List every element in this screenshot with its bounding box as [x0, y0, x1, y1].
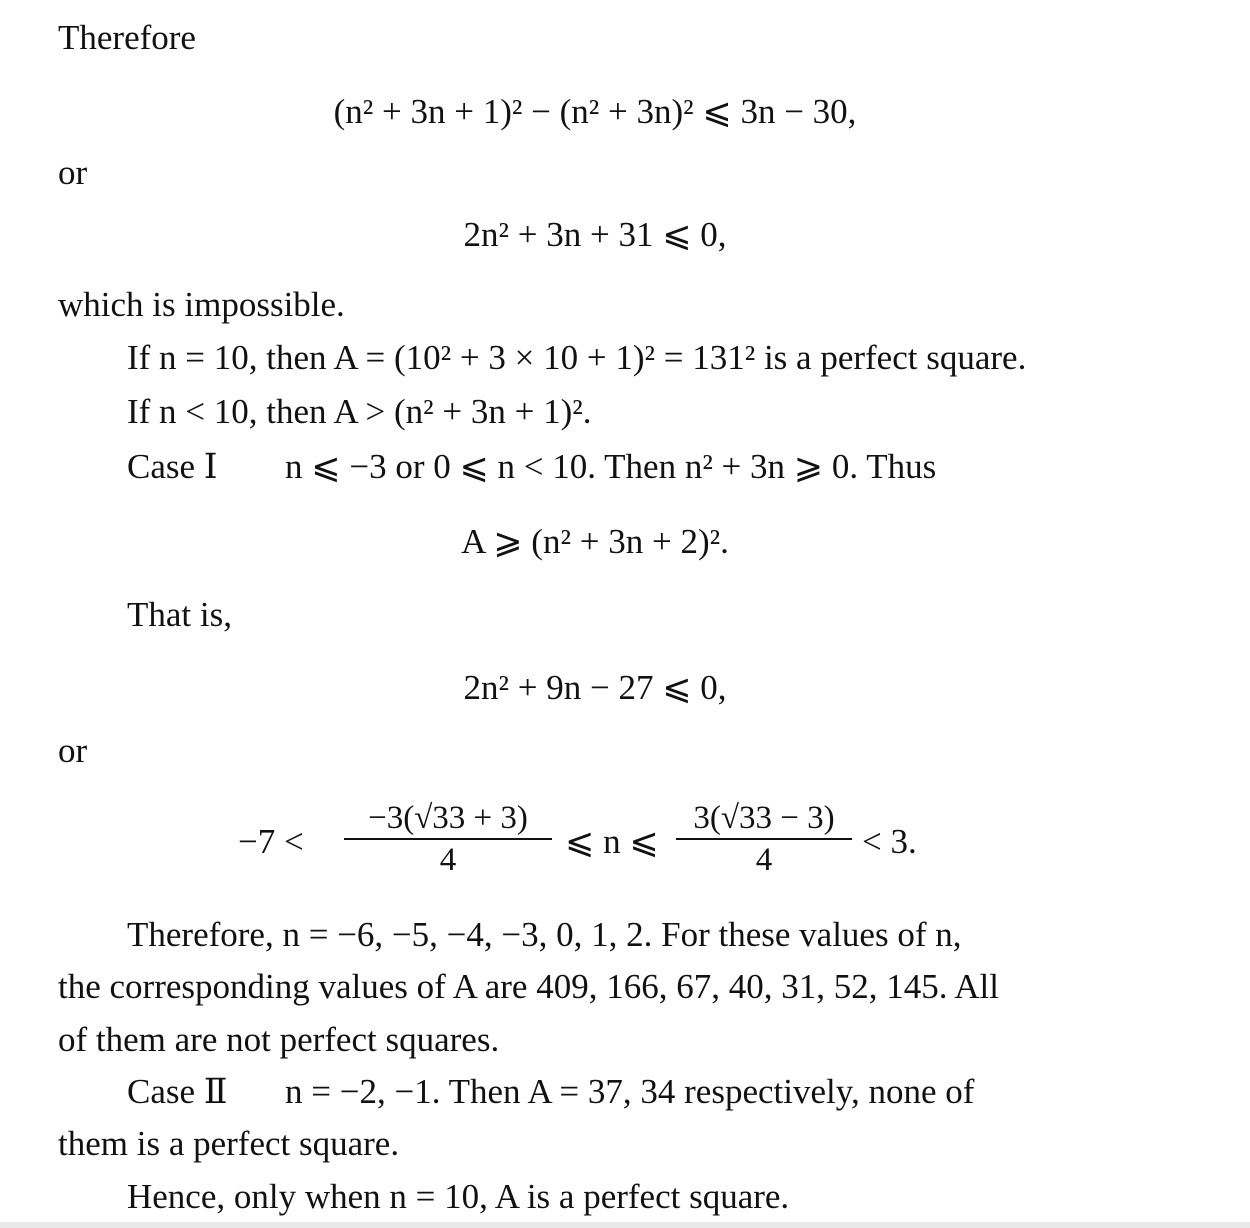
- text-line-therefore: Therefore: [58, 18, 196, 57]
- text-line-impossible: which is impossible.: [58, 285, 345, 324]
- equation-5-middle: ⩽ n ⩽: [565, 822, 659, 861]
- text-line-that-is: That is,: [127, 595, 232, 634]
- fraction-1-denominator: 4: [439, 842, 457, 878]
- text-line-therefore-values: Therefore, n = −6, −5, −4, −3, 0, 1, 2. For these values of n,: [127, 915, 962, 954]
- equation-3: A ⩾ (n² + 3n + 2)².: [461, 522, 729, 561]
- case-1-label: Case Ⅰ: [127, 447, 218, 486]
- equation-1: (n² + 3n + 1)² − (n² + 3n)² ⩽ 3n − 30,: [333, 92, 857, 131]
- text-line-or-1: or: [58, 153, 88, 192]
- text-line-if-n-less-10: If n < 10, then A > (n² + 3n + 1)².: [127, 392, 592, 431]
- text-line-corresponding-values: the corresponding values of A are 409, 166, 67, 40, 31, 52, 145. All: [58, 967, 999, 1006]
- case-1-text: n ⩽ −3 or 0 ⩽ n < 10. Then n² + 3n ⩾ 0. Thus: [285, 447, 937, 486]
- page-bottom-edge: [0, 1222, 1250, 1228]
- text-line-none-perfect: them is a perfect square.: [58, 1124, 400, 1163]
- text-line-conclusion: Hence, only when n = 10, A is a perfect square.: [127, 1177, 790, 1216]
- equation-5-fraction-1: [344, 800, 552, 878]
- fraction-1-numerator: −3(√33 + 3): [344, 800, 552, 840]
- text-line-not-perfect: of them are not perfect squares.: [58, 1020, 500, 1059]
- fraction-2-numerator: 3(√33 − 3): [676, 800, 852, 840]
- equation-5-right: < 3.: [862, 822, 917, 861]
- equation-5-fraction-2: [676, 800, 852, 878]
- equation-5-left: −7 <: [238, 822, 304, 861]
- text-line-or-2: or: [58, 731, 88, 770]
- fraction-2-denominator: 4: [755, 842, 773, 878]
- case-2-text: n = −2, −1. Then A = 37, 34 respectively, none of: [285, 1072, 975, 1111]
- equation-4: 2n² + 9n − 27 ⩽ 0,: [463, 668, 727, 707]
- case-2-label: Case Ⅱ: [127, 1072, 228, 1111]
- equation-2: 2n² + 3n + 31 ⩽ 0,: [463, 215, 727, 254]
- text-line-if-n-10: If n = 10, then A = (10² + 3 × 10 + 1)² = 131² is a perfect square.: [127, 338, 1027, 377]
